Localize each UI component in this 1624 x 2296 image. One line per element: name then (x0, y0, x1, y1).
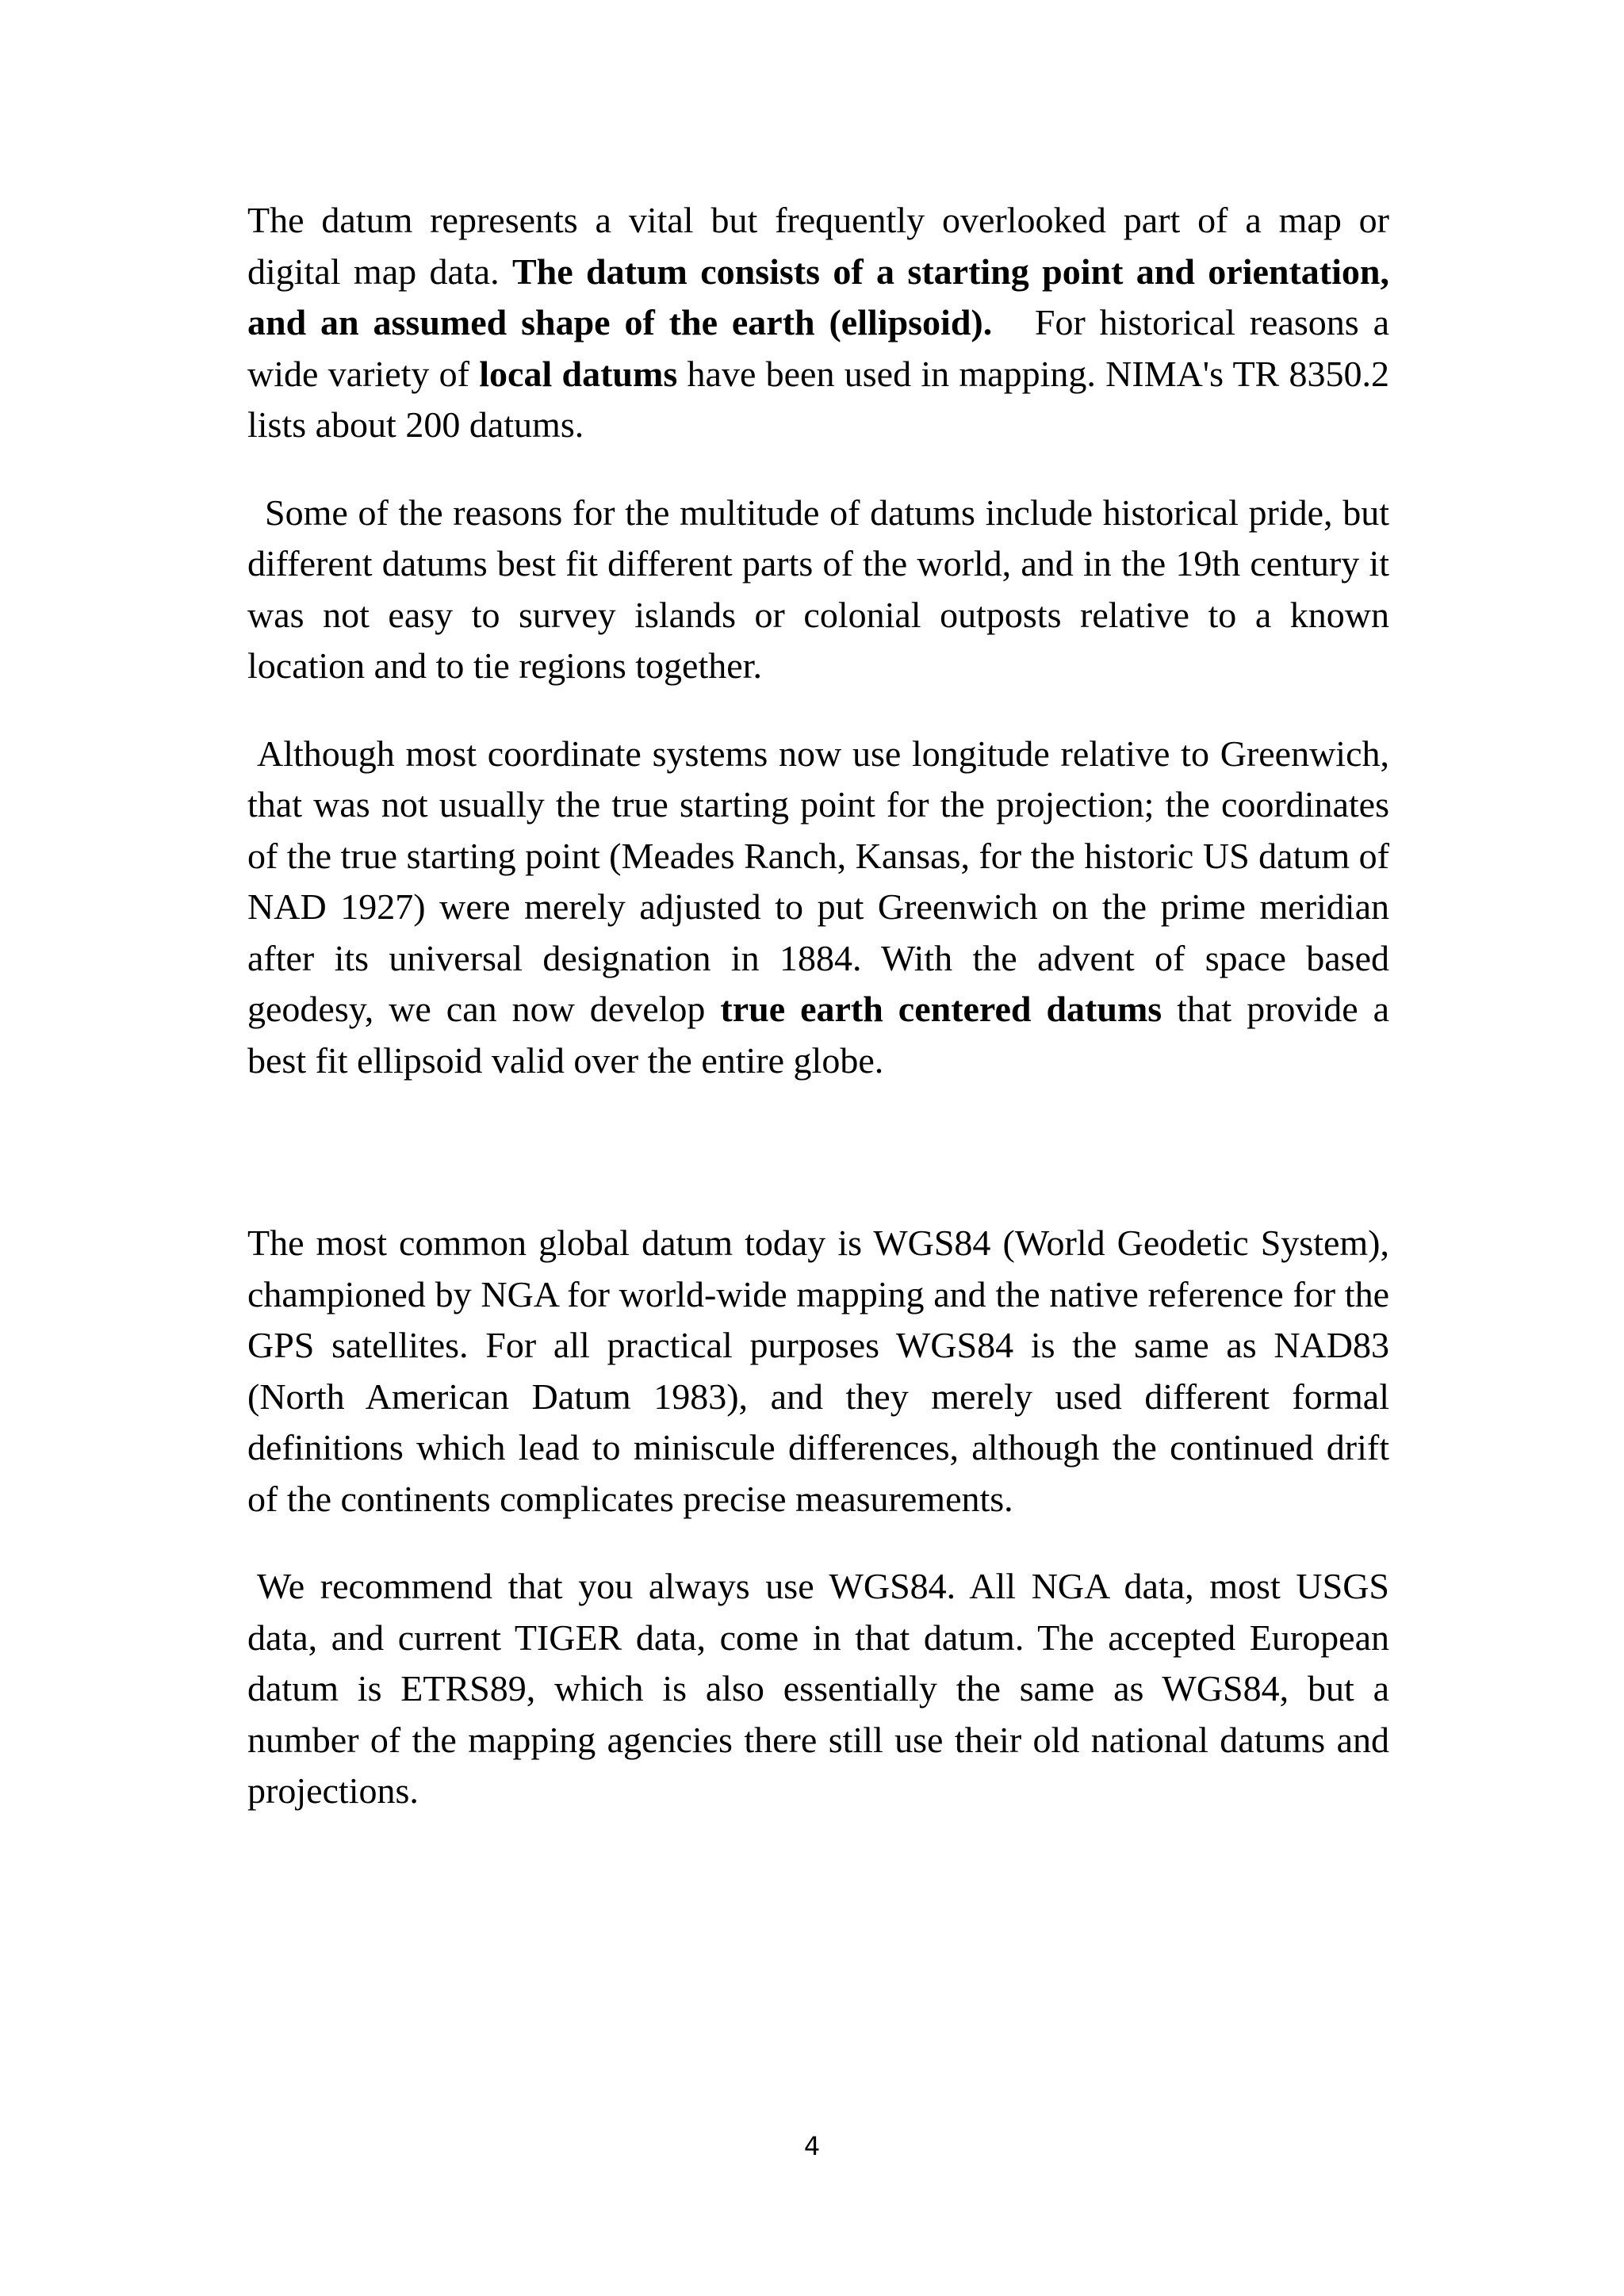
text-segment: The datum represents a vital but frequently overlooked part of a map or digital map data. (247, 200, 1389, 292)
text-segment: Some of the reasons for the multitude of datums include historical pride, but different datums best fit different parts of the world, and in the 19th century it was not easy to survey islands or colonial outposts relative to a known location and to tie regions together. (247, 492, 1389, 686)
text-segment: We recommend that you always use WGS84. All NGA data, most USGS data, and current TIGER data, come in that datum. The accepted European datum is ETRS89, which is also essentially the same as WGS84, but a number of the mapping agencies there still use their old national datums and projections. (247, 1566, 1389, 1811)
paragraph-greenwich (247, 729, 1389, 1087)
text-segment: Although most coordinate systems now use longitude relative to Greenwich, that was not usually the true starting point for the projection; the coordinates of the true starting point (Meades Ranch, Kansas, for the historic US datum of NAD 1927) were merely adjusted to put Greenwich on the prime meridian after its universal designation in 1884. With the advent of space based geodesy, we can now develop (247, 733, 1389, 1029)
text-segment: The most common global datum today is WGS84 (World Geodetic System), championed by NGA for world-wide mapping and the native reference for the GPS satellites. For all practical purposes WGS84 is the same as NAD83 (North American Datum 1983), and they merely used different formal definitions which lead to miniscule differences, although the continued drift of the continents complicates precise measurements. (247, 1223, 1389, 1519)
paragraph-wgs84 (247, 1218, 1389, 1525)
text-segment: have been used in mapping. NIMA's TR 8350.2 lists about 200 datums. (247, 353, 1390, 445)
bold-segment: The datum consists of a starting point and orientation, and an assumed shape of the earth (ellipsoid). (247, 251, 1389, 342)
text-segment: that provide a best fit ellipsoid valid over the entire globe. (247, 989, 1389, 1081)
paragraph-multitude-reasons (247, 488, 1389, 692)
paragraph-datum-definition (247, 195, 1389, 451)
paragraph-recommendation (247, 1561, 1389, 1817)
body-text (247, 195, 1389, 1817)
bold-segment: true earth centered datums (720, 989, 1162, 1029)
text-segment: For historical reasons a wide variety of (247, 302, 1389, 394)
bold-segment: local datums (479, 353, 678, 394)
page-number: 4 (803, 2131, 821, 2161)
